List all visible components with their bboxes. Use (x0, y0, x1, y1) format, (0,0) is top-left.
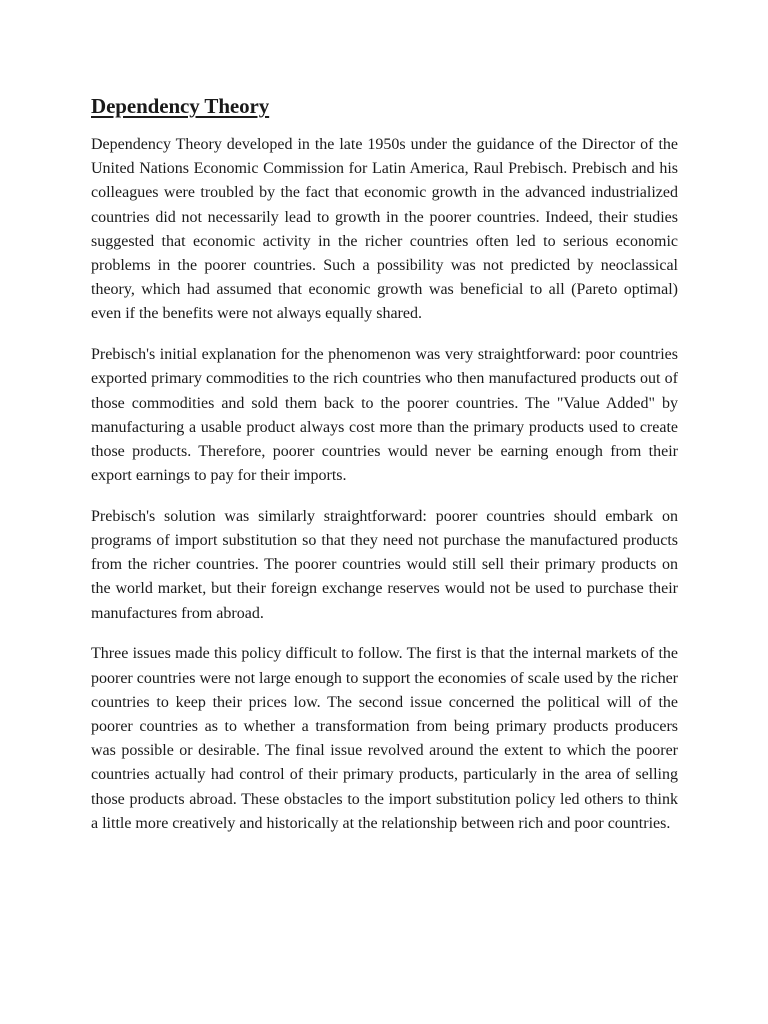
document-title: Dependency Theory (91, 94, 270, 118)
paragraph-1: Dependency Theory developed in the late 1950s under the guidance of the Director of the United Nations Economic Commission for Latin America, Raul Prebisch. Prebisch and his colleagues were troubled by the fact that economic growth in the advanced industrialized countries did not necessarily lead to growth in the poorer countries. Indeed, their studies suggested that economic activity in the richer countries often led to serious economic problems in the poorer countries. Such a possibility was not predicted by neoclassical theory, which had assumed that economic growth was beneficial to all (Pareto optimal) even if the benefits were not always equally shared. (91, 136, 678, 323)
paragraph-4: Three issues made this policy difficult to follow. The first is that the internal markets of the poorer countries were not large enough to support the economies of scale used by the richer countries to keep their prices low. The second issue concerned the political will of the poorer countries as to whether a transformation from being primary products producers was possible or desirable. The final issue revolved around the extent to which the poorer countries actually had control of their primary products, particularly in the area of selling those products abroad. These obstacles to the import substitution policy led others to think a little more creatively and historically at the relationship between rich and poor countries. (91, 645, 678, 832)
paragraph-2: Prebisch's initial explanation for the phenomenon was very straightforward: poor countries exported primary commodities to the rich countries who then manufactured products out of those commodities and sold them back to the poorer countries. The "Value Added" by manufacturing a usable product always cost more than the primary products used to create those products. Therefore, poorer countries would never be earning enough from their export earnings to pay for their imports. (91, 346, 678, 485)
paragraph-3: Prebisch's solution was similarly straightforward: poorer countries should embark on programs of import substitution so that they need not purchase the manufactured products from the richer countries. The poorer countries would still sell their primary products on the world market, but their foreign exchange reserves would not be used to purchase their manufactures from abroad. (91, 507, 678, 622)
